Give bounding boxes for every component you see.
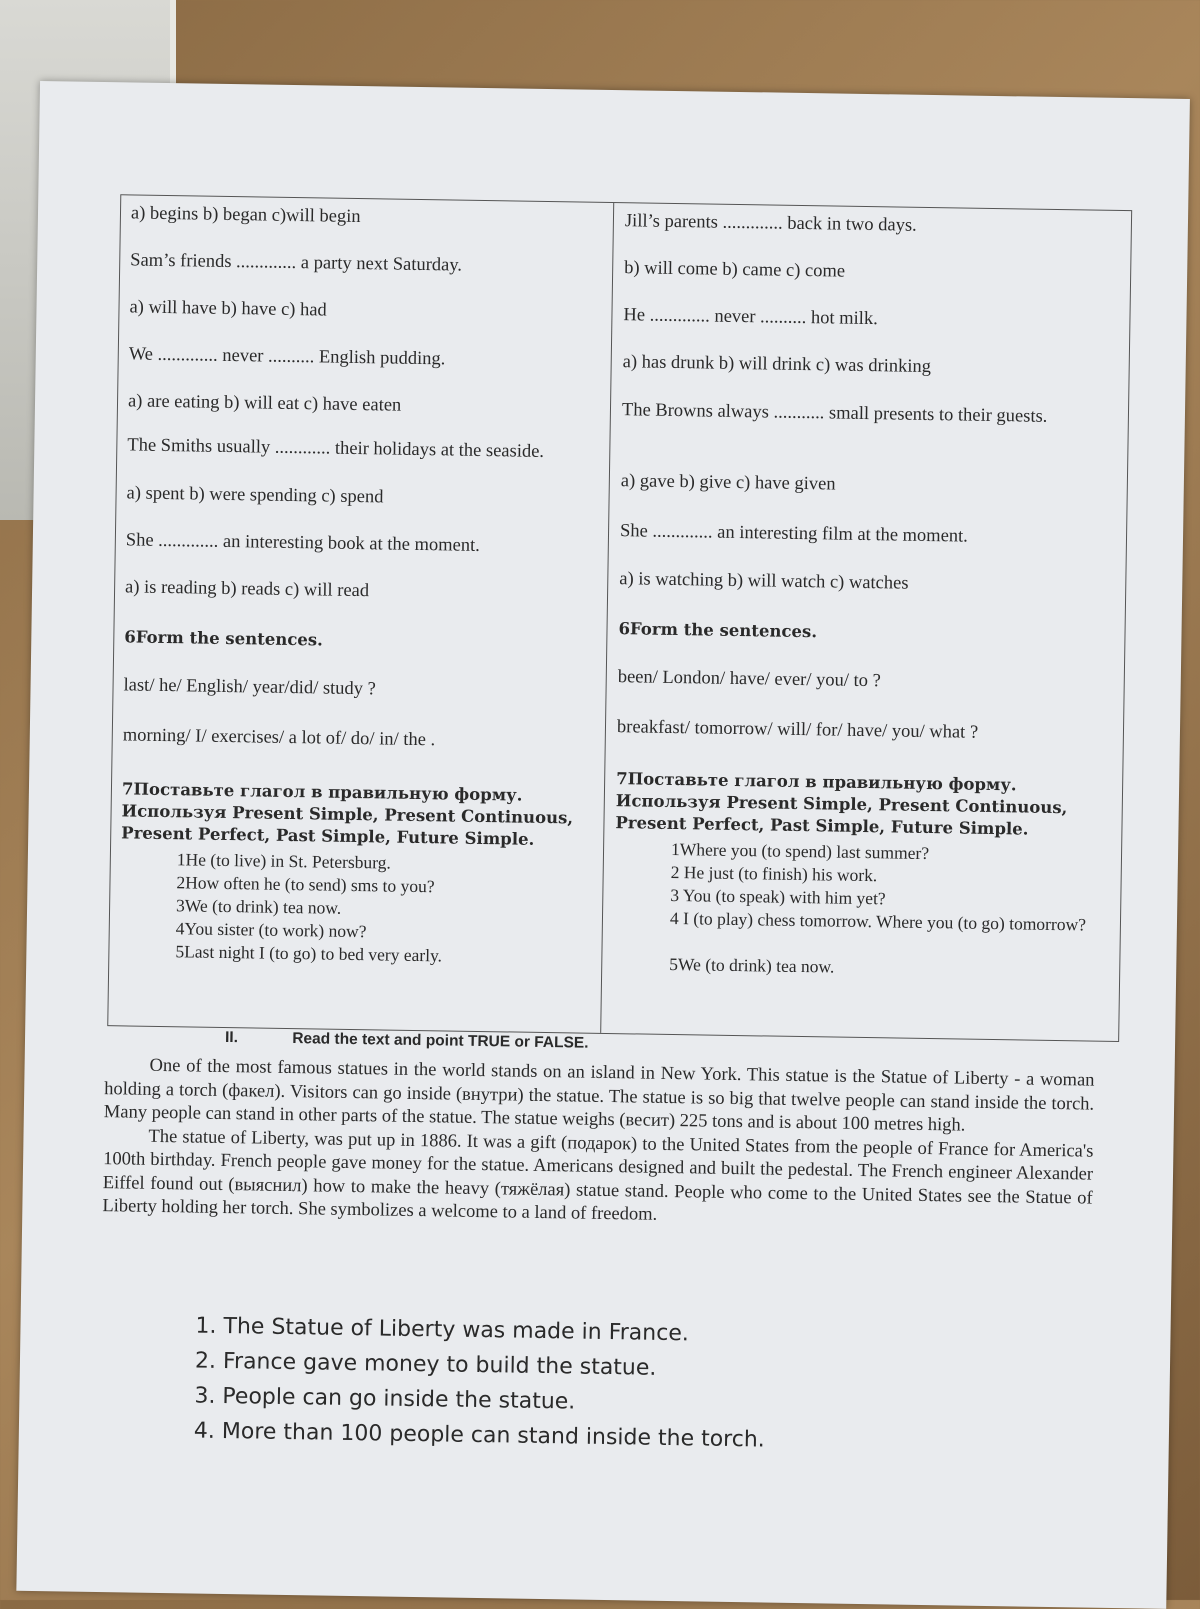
right-item: a) gave b) give c) have given: [620, 471, 836, 495]
right-verb-item: 4 I (to play) chess tomorrow. Where you (to go) tomorrow?: [669, 907, 1087, 935]
statement: 1. The Statue of Liberty was made in France.: [195, 1313, 690, 1347]
text-paragraph: The statue of Liberty, was put up in 1886. It was a gift (подарок) to the United States from the people of France for America's 100th birthday. French people gave money for the statue. Americans designed and built the pedestal. The French engineer Alexander Eiffel found out (выяснил) how to make the heavy (тяжёлая) statue stand. People who come to the United States see the Statue of Liberty holding her torch. She symbolizes a welcome to a land of freedom.: [102, 1126, 1094, 1225]
section-number: II.: [224, 1028, 239, 1047]
left-item: Sam’s friends ............. a party next Saturday.: [130, 250, 463, 276]
left-item: a) are eating b) will eat c) have eaten: [127, 391, 402, 416]
left-form-item: last/ he/ English/ year/did/ study ?: [123, 675, 376, 700]
right-verb-item: 3 You (to speak) with him yet?: [670, 884, 886, 909]
left-verb-item: 5Last night I (to go) to bed very early.: [175, 941, 443, 966]
left-column: [121, 195, 601, 966]
left-item: She ............. an interesting book at the moment.: [125, 530, 480, 556]
right-item: She ............. an interesting film at the moment.: [619, 521, 969, 547]
right-verb-title: Present Perfect, Past Simple, Future Simple.: [615, 813, 1029, 839]
left-verb-title: 7Поставьте глагол в правильную форму.: [121, 779, 523, 805]
left-verb-item: 3We (to drink) tea now.: [175, 895, 342, 918]
left-verb-title: Используя Present Simple, Present Continuous,: [121, 801, 574, 828]
right-item: b) will come b) came c) come: [624, 258, 846, 282]
right-verb-item: 2 He just (to finish) his work.: [670, 861, 878, 886]
left-item: a) spent b) were spending c) spend: [126, 483, 384, 508]
section-title: Read the text and point TRUE or FALSE.: [292, 1030, 589, 1052]
text-paragraph: One of the most famous statues in the world stands on an island in New York. This statue is the Statue of Liberty - a woman holding a torch (факел). Visitors can go inside (внутри) the statue. The statue is so big that twelve people can stand inside the torch. Many people can stand in other parts of the statue. The statue weighs (весит) 225 tons and is about 100 metres high.: [103, 1055, 1095, 1136]
left-item: The Smiths usually ............ their holidays at the seaside.: [127, 435, 545, 462]
true-false-list: [194, 1309, 1046, 1462]
left-verb-item: 4You sister (to work) now?: [175, 918, 367, 942]
left-verb-item: 1He (to live) in St. Petersburg.: [176, 849, 392, 873]
left-verb-item: 2How often he (to send) sms to you?: [176, 872, 435, 897]
right-item: a) has drunk b) will drink c) was drinking: [622, 352, 932, 377]
statement: 3. People can go inside the statue.: [194, 1383, 576, 1415]
right-column: [615, 203, 1120, 977]
left-item: a) begins b) began c)will begin: [130, 203, 361, 228]
exercise-table: [107, 194, 1132, 1042]
right-item: a) is watching b) will watch c) watches: [619, 569, 909, 594]
left-form-item: morning/ I/ exercises/ a lot of/ do/ in/ the .: [122, 725, 436, 751]
left-item: a) is reading b) reads c) will read: [124, 577, 370, 602]
worksheet-paper: [16, 81, 1190, 1609]
right-form-title: 6Form the sentences.: [618, 619, 818, 642]
right-verb-title: 7Поставьте глагол в правильную форму.: [616, 769, 1017, 795]
right-item: The Browns always ........... small presents to their guests.: [621, 400, 1048, 427]
right-verb-item: 5We (to drink) tea now.: [669, 953, 835, 977]
right-form-item: been/ London/ have/ ever/ you/ to ?: [617, 667, 881, 692]
left-form-title: 6Form the sentences.: [124, 627, 324, 650]
left-verb-title: Present Perfect, Past Simple, Future Simple.: [121, 823, 535, 849]
right-form-item: breakfast/ tomorrow/ will/ for/ have/ you/ what ?: [616, 717, 979, 743]
right-item: He ............. never .......... hot milk.: [623, 305, 878, 330]
right-item: Jill’s parents ............. back in two days.: [624, 211, 917, 236]
left-item: We ............. never .......... English pudding.: [128, 344, 446, 370]
statement: 2. France gave money to build the statue.: [194, 1348, 657, 1381]
right-verb-item: 1Where you (to spend) last summer?: [670, 838, 930, 864]
right-verb-title: Используя Present Simple, Present Continuous,: [615, 791, 1068, 818]
reading-text: [102, 1054, 1094, 1234]
column-divider: [600, 203, 614, 1033]
statement: 4. More than 100 people can stand inside the torch.: [193, 1418, 765, 1453]
left-item: a) will have b) have c) had: [129, 297, 327, 321]
